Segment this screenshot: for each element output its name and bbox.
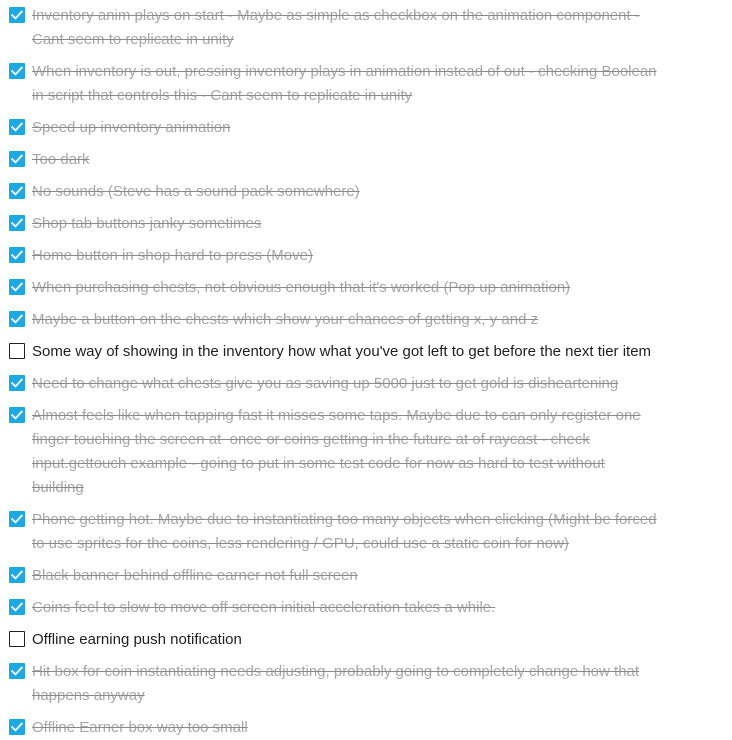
checklist-item-text[interactable]: Home button in shop hard to press (Move) xyxy=(32,247,313,264)
checklist-item-text[interactable]: When inventory is out, pressing inventory plays in animation instead of out - checking Boolean in script that controls this - Cant seem to replicate in unity xyxy=(32,63,657,104)
unchecked-checkbox-icon[interactable] xyxy=(9,343,25,359)
checklist-item-text[interactable]: Shop tab buttons janky sometimes xyxy=(32,215,262,232)
checked-checkbox-icon[interactable] xyxy=(9,719,25,735)
checklist-item-text[interactable]: Too dark xyxy=(32,151,90,168)
checkmark-icon xyxy=(9,567,25,583)
checked-checkbox-icon[interactable] xyxy=(9,663,25,679)
checklist-item-text[interactable]: Speed up inventory animation xyxy=(32,119,231,136)
checkmark-icon xyxy=(9,63,25,79)
checked-checkbox-icon[interactable] xyxy=(9,407,25,423)
checked-checkbox-icon[interactable] xyxy=(9,511,25,527)
checked-checkbox-icon[interactable] xyxy=(9,279,25,295)
checkmark-icon xyxy=(9,119,25,135)
checklist-item-text[interactable]: Coins feel to slow to move off screen initial acceleration takes a while. xyxy=(32,599,496,616)
checked-checkbox-icon[interactable] xyxy=(9,183,25,199)
checklist-item-text[interactable]: Maybe a button on the chests which show your chances of getting x, y and z xyxy=(32,311,539,328)
checklist-item-text[interactable]: When purchasing chests, not obvious enough that it's worked (Pop up animation) xyxy=(32,279,571,296)
checkmark-icon xyxy=(9,599,25,615)
checkmark-icon xyxy=(9,7,25,23)
unchecked-checkbox-icon[interactable] xyxy=(9,631,25,647)
checkmark-icon xyxy=(9,663,25,679)
checked-checkbox-icon[interactable] xyxy=(9,375,25,391)
checklist-item-text[interactable]: Inventory anim plays on start - Maybe as simple as checkbox on the animation component - Cant seem to replicate in unity xyxy=(32,7,640,48)
checkmark-icon xyxy=(9,151,25,167)
checked-checkbox-icon[interactable] xyxy=(9,247,25,263)
checkmark-icon xyxy=(9,247,25,263)
checklist-item-text[interactable]: Some way of showing in the inventory how what you've got left to get before the next tier item xyxy=(32,343,652,360)
checkmark-icon xyxy=(9,311,25,327)
checked-checkbox-icon[interactable] xyxy=(9,7,25,23)
checklist-item-text[interactable]: Hit box for coin instantiating needs adjusting, probably going to completely change how that happens anyway xyxy=(32,663,640,704)
checklist-item-text[interactable]: Black banner behind offline earner not full screen xyxy=(32,567,358,584)
checkmark-icon xyxy=(9,279,25,295)
checked-checkbox-icon[interactable] xyxy=(9,63,25,79)
checked-checkbox-icon[interactable] xyxy=(9,311,25,327)
checked-checkbox-icon[interactable] xyxy=(9,599,25,615)
checkmark-icon xyxy=(9,719,25,735)
checklist-item-text[interactable]: Phone getting hot. Maybe due to instantiating too many objects when clicking (Might be forced to use sprites for the coins, less rendering / GPU, could use a static coin for now) xyxy=(32,511,657,552)
checklist-item-text[interactable]: Offline earning push notification xyxy=(32,631,242,648)
checkmark-icon xyxy=(9,511,25,527)
checklist-item-text[interactable]: Almost feels like when tapping fast it misses some taps. Maybe due to can only register one finger touching the screen at once or coins getting in the future at of raycast - check input.gettouch example - going to put in some test code for now as hard to test without building xyxy=(32,407,641,496)
checked-checkbox-icon[interactable] xyxy=(9,119,25,135)
checklist-item-text[interactable]: Need to change what chests give you as saving up 5000 just to get gold is disheartening xyxy=(32,375,619,392)
checked-checkbox-icon[interactable] xyxy=(9,215,25,231)
checkmark-icon xyxy=(9,375,25,391)
checklist-item-text[interactable]: No sounds (Steve has a sound pack somewhere) xyxy=(32,183,360,200)
checkmark-icon xyxy=(9,183,25,199)
checked-checkbox-icon[interactable] xyxy=(9,567,25,583)
checkmark-icon xyxy=(9,407,25,423)
checklist-item-text[interactable]: Offline Earner box way too small xyxy=(32,719,248,736)
checked-checkbox-icon[interactable] xyxy=(9,151,25,167)
checkmark-icon xyxy=(9,215,25,231)
